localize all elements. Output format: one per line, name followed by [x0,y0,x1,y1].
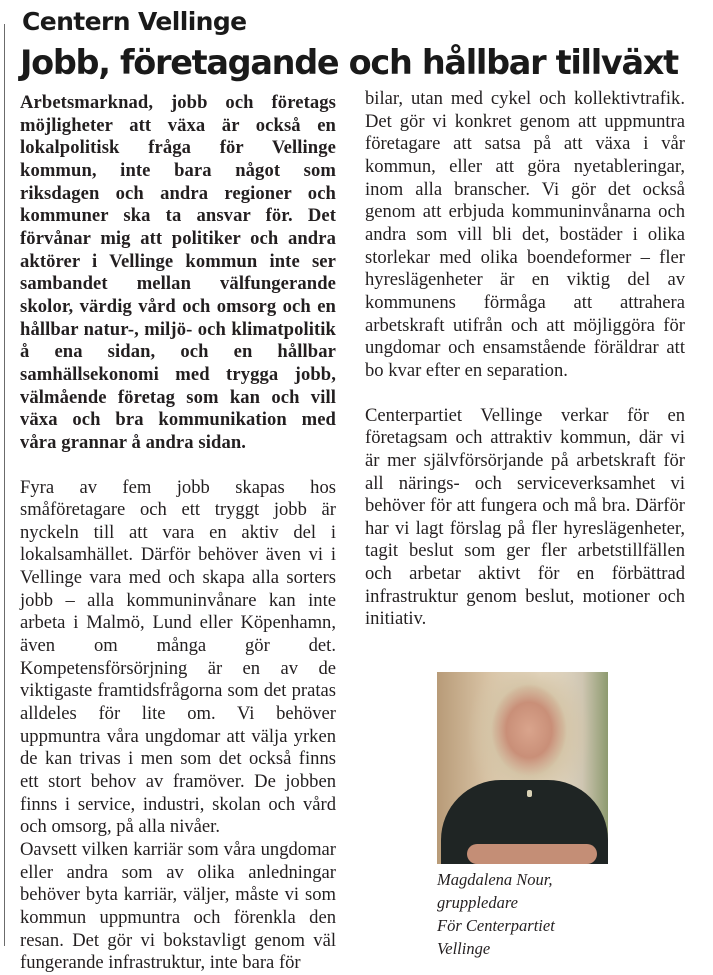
body-paragraph: Fyra av fem jobb skapas hos småföretagare och ett tryggt jobb är nyckeln till att vara en aktiv del i lokalsamhället. Därför behöver även vi i Vellinge vara med och skapa alla sorters jobb – alla kommuninvånare kan inte arbeta i Malmö, Lund eller Köpenhamn, även om många gör det. Kompetensförsörjning är en av de viktigaste framtidsfrågorna som det pratas alldeles för lite om. Vi behöver uppmuntra våra ungdomar att välja yrken de kan trivas i men som det också finns ett stort behov av framöver. De jobben finns i service, industri, skolan och vård och omsorg, på alla nivåer. [20,476,336,838]
author-party: För Centerpartiet [437,916,555,935]
body-paragraph: Oavsett vilken karriär som våra ungdomar eller andra som av olika anledningar behöver byta karriär, väljer, måste vi som kommun uppmuntra och förenkla den resan. Det gör vi bokstavligt genom väl fungerande infrastruktur, inte bara för [20,839,336,974]
author-portrait-photo [437,672,608,864]
body-paragraph: Centerpartiet Vellinge verkar för en företagsam och attraktiv kommun, där vi är mer självförsörjande på arbetskraft för all närings- och serviceverksamhet vi behöver för att fungera och må bra. Därför har vi lagt förslag på fler hyreslägenheter, tagit beslut som ger fler arbetstillfällen och arbetar aktivt för en förbättrad infrastruktur genom beslut, motioner och initiativ. [365,404,685,630]
author-location: Vellinge [437,939,491,958]
article-headline: Jobb, företagande och hållbar tillväxt [20,43,678,82]
body-paragraph: bilar, utan med cykel och kollektivtrafik. Det gör vi konkret genom att uppmuntra företagare att satsa på att växa i vår kommun, eller att göra nyetableringar, inom alla branscher. Vi gör det också genom att erbjuda kommuninvånarna och andra som vill bli det, bostäder i olika storlekar med olika boendeformer – fler hyreslägenheter är en viktig del av kommunens förmåga att attrahera arbetskraft utifrån och att möjliggöra för ungdomar och ensamstående föräldrar att bo kvar efter en separation. [365,88,685,381]
photo-caption [437,868,617,960]
article-column-right [365,88,685,631]
article-column-left [20,92,336,975]
section-kicker: Centern Vellinge [22,7,247,36]
column-rule [4,24,5,946]
author-role: gruppledare [437,893,518,912]
author-name: Magdalena Nour, [437,870,553,889]
lead-paragraph: Arbetsmarknad, jobb och företags möjligheter att växa är också en lokalpolitisk fråga för Vellinge kommun, inte bara något som riksdagen och andra regioner och kommuner ska ta ansvar för. Det förvånar mig att politiker och andra aktörer i Vellinge kommun inte ser sambandet mellan välfungerande skolor, värdig vård och omsorg och en hållbar natur-, miljö- och klimatpolitik å ena sidan, och en hållbar samhällsekonomi med trygga jobb, välmående företag som kan och vill växa och bra kommunikation med våra grannar å andra sidan. [20,92,336,453]
